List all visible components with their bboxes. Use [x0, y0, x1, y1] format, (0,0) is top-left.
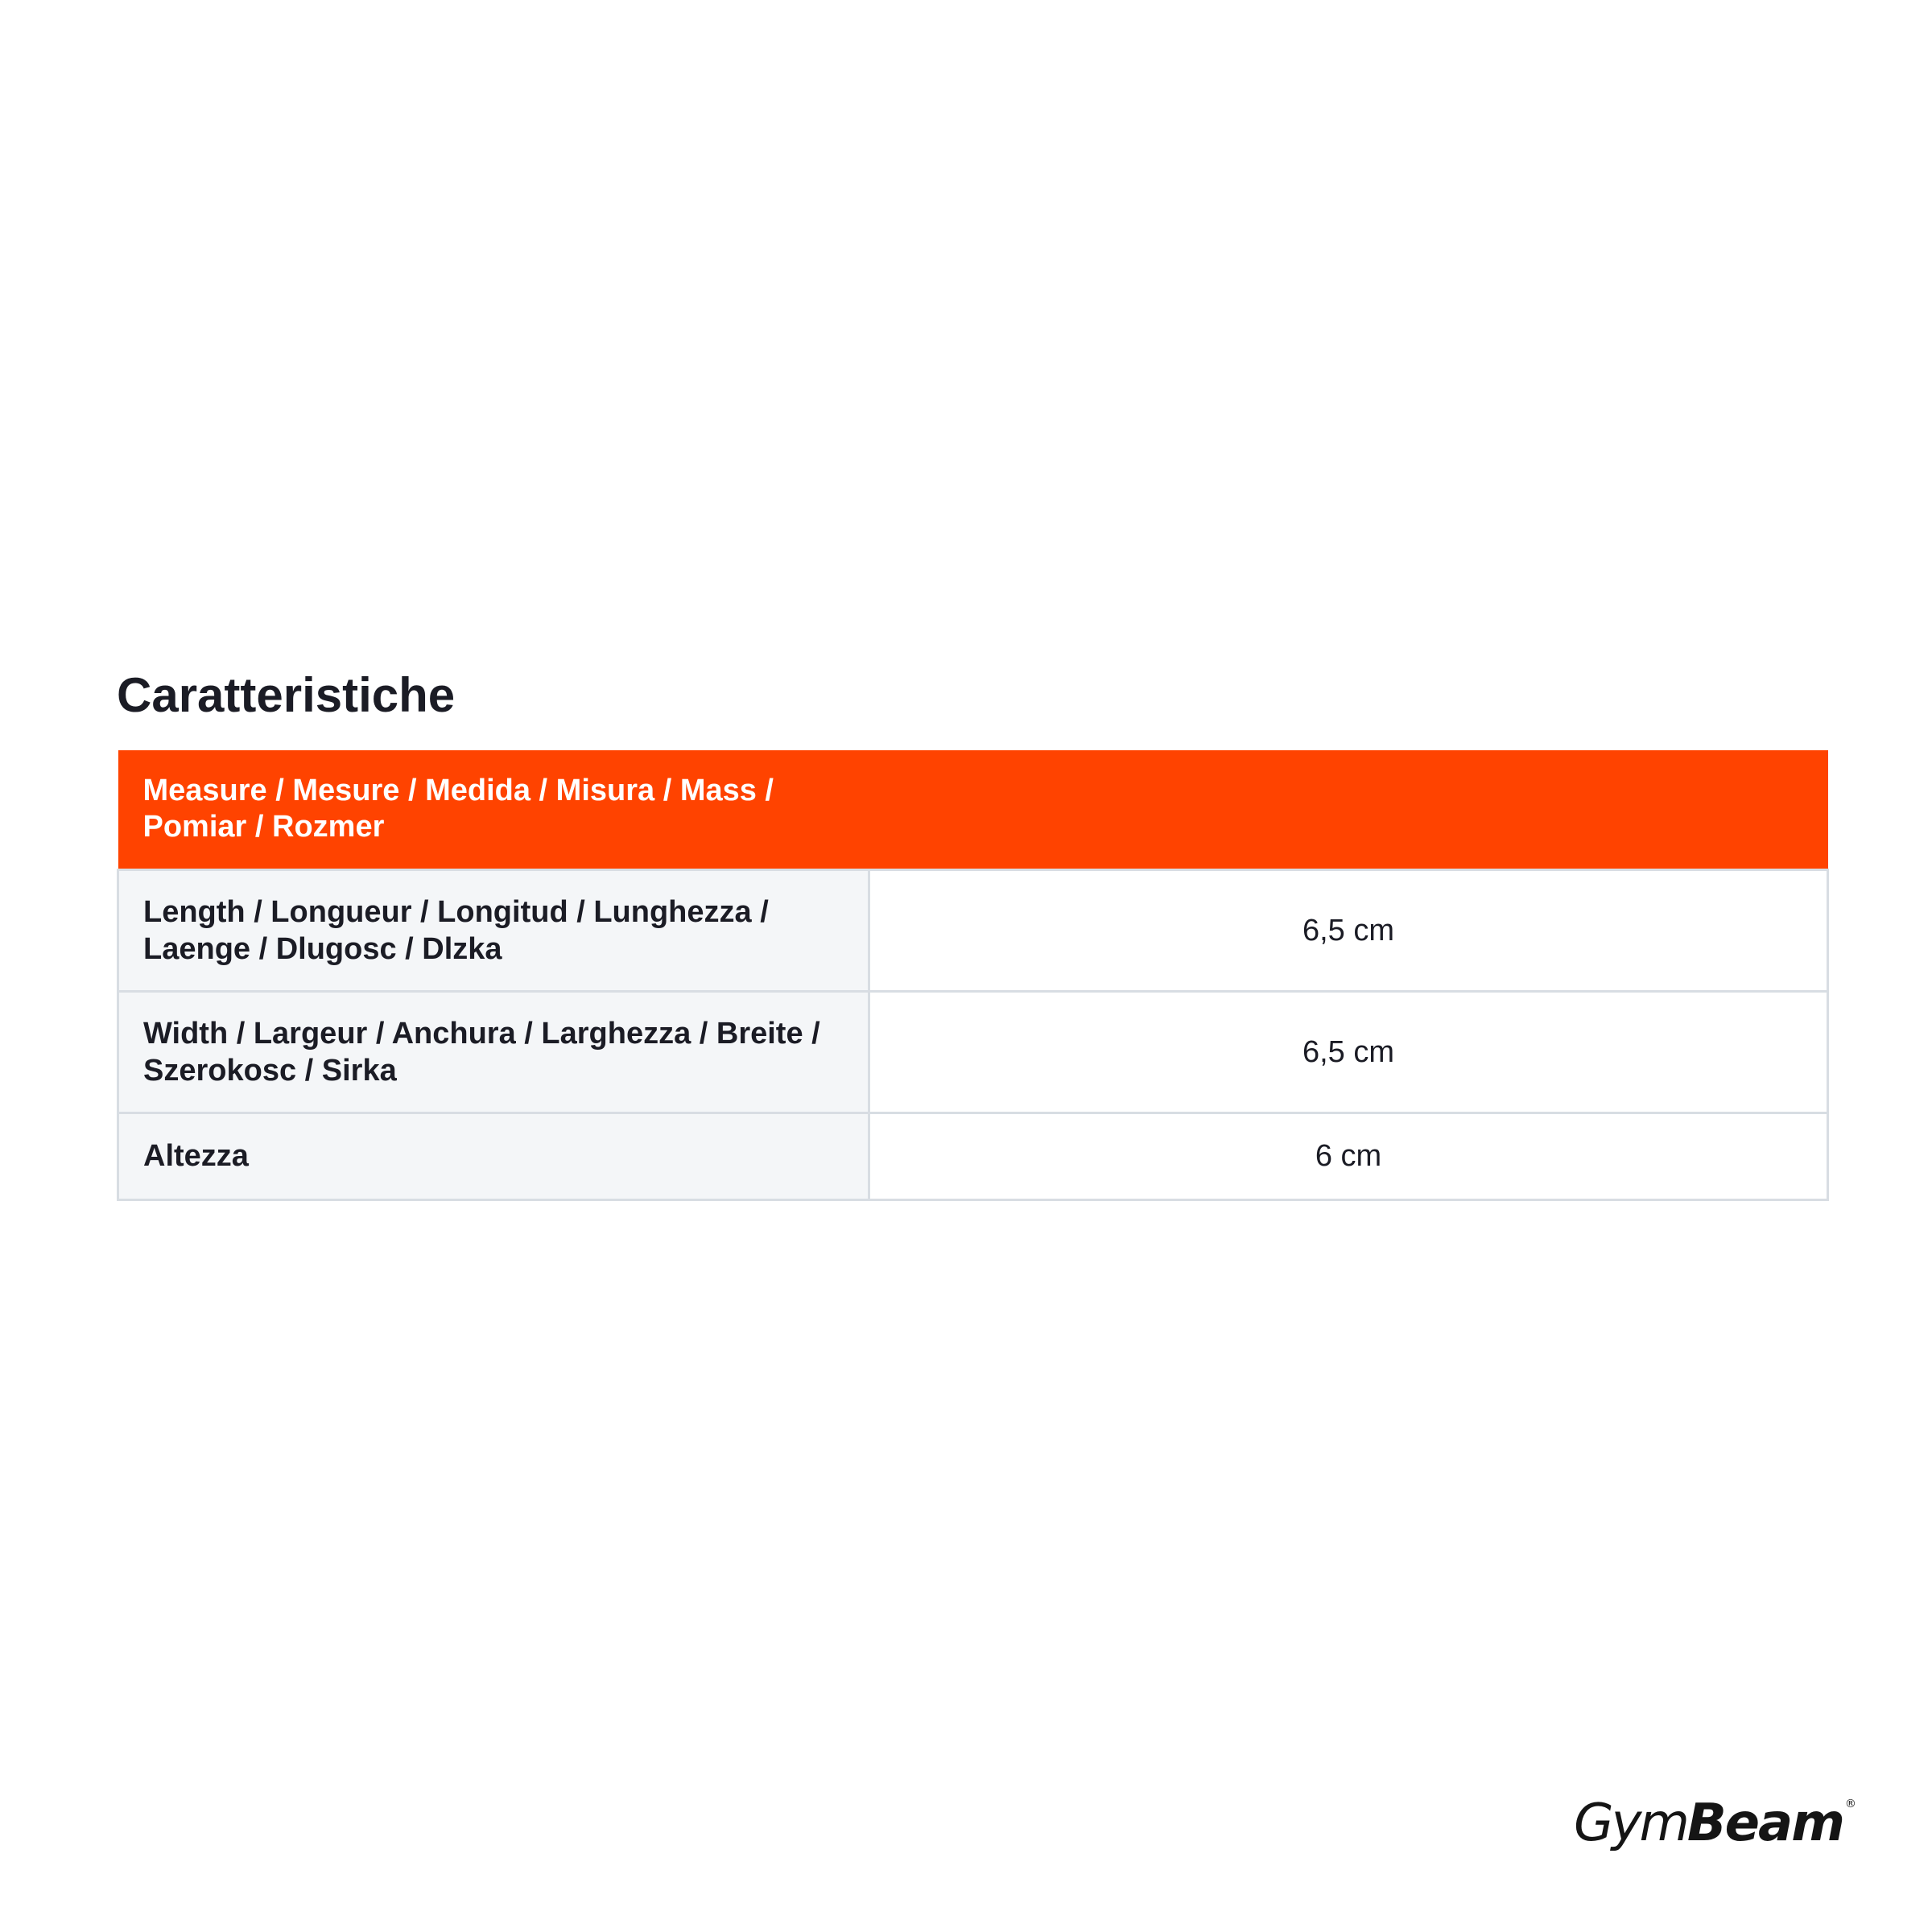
- width-value: 6,5 cm: [869, 991, 1828, 1113]
- header-line-2: Pomiar / Rozmer: [142, 810, 385, 844]
- length-label-line-1: Length / Longueur / Longitud / Lunghezza /: [143, 894, 769, 929]
- height-label-cell: [118, 1113, 869, 1199]
- length-label-cell: [118, 869, 869, 991]
- length-value: 6,5 cm: [869, 869, 1828, 991]
- logo-text-beam: Beam: [1686, 1794, 1843, 1853]
- registered-mark: ®: [1844, 1798, 1856, 1810]
- header-line-1: Measure / Mesure / Medida / Misura / Mass /: [142, 774, 774, 808]
- specifications-table: [117, 750, 1829, 1201]
- logo-text-gym: Gym: [1574, 1794, 1687, 1853]
- height-label: Altezza: [143, 1139, 249, 1173]
- table-row-length: [118, 869, 1828, 991]
- page-title: Caratteristiche: [117, 668, 456, 722]
- height-value: 6 cm: [869, 1113, 1828, 1199]
- width-label-line-2: Szerokosc / Sirka: [143, 1053, 397, 1088]
- table-header-cell: [118, 750, 1828, 869]
- length-label-line-2: Laenge / Dlugosc / Dlzka: [143, 931, 502, 966]
- width-label-line-1: Width / Largeur / Anchura / Larghezza / Breite /: [143, 1016, 820, 1051]
- table-row-width: [118, 991, 1828, 1113]
- gymbeam-logo: [1574, 1794, 1856, 1853]
- table-header-row: [118, 750, 1828, 869]
- table-row-height: [118, 1113, 1828, 1199]
- width-label-cell: [118, 991, 869, 1113]
